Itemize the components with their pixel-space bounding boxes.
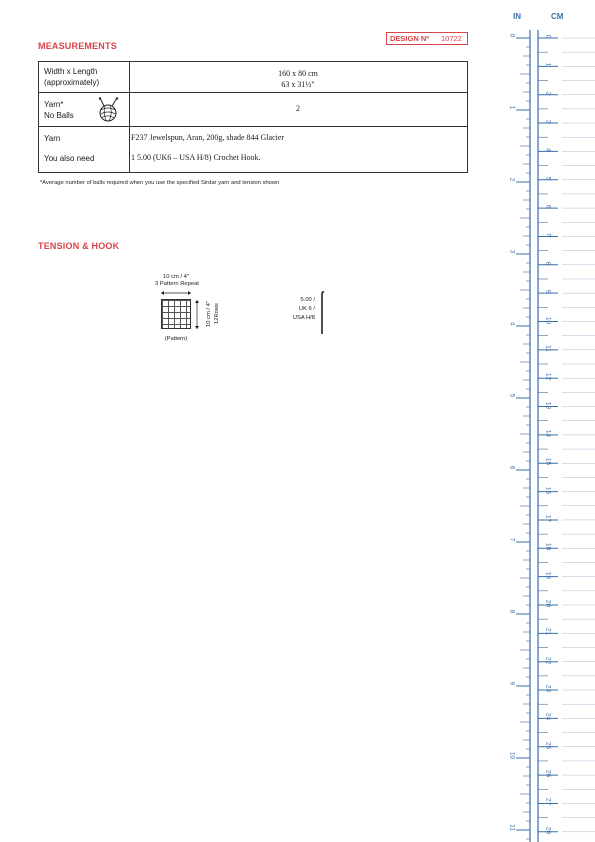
hook-info [283, 288, 333, 334]
inch-number: 4 [508, 321, 516, 326]
ruler-cm-label: CM [551, 12, 564, 21]
hook-size-3: USA H/8 [292, 315, 315, 321]
cm-number: 8 [544, 261, 552, 266]
hook-size-2: UK 6 / [298, 306, 315, 312]
need-value: 1 5.00 (UK6 – USA H/8) Crochet Hook. [131, 153, 261, 162]
inch-number: 6 [508, 465, 516, 470]
cm-number: 3 [544, 119, 552, 124]
measurements-heading: MEASUREMENTS [38, 41, 117, 51]
measurements-table [38, 61, 468, 173]
design-number: 10722 [441, 34, 462, 43]
cm-number: 18 [544, 543, 552, 551]
cm-number: 20 [544, 599, 552, 608]
size-label-1: Width x Length [44, 67, 98, 76]
size-value-cm: 160 x 80 cm [278, 69, 318, 78]
ruler-in-label: IN [513, 12, 521, 21]
cm-number: 2 [544, 91, 552, 95]
swatch-pattern-label: (Pattern) [164, 336, 188, 342]
hook-size-1: 5.00 / [300, 297, 315, 303]
yarn-ball-icon [97, 97, 121, 123]
cm-number: 13 [544, 401, 552, 409]
size-value-in: 63 x 31½" [281, 80, 315, 89]
balls-value: 2 [296, 104, 300, 113]
inch-number: 3 [508, 249, 516, 254]
size-label-2: (approximately) [44, 78, 100, 87]
crochet-hook-icon [319, 290, 325, 334]
design-label: DESIGN Nº [390, 34, 429, 43]
table-row-size [39, 62, 467, 93]
cm-number: 17 [544, 514, 552, 523]
cm-number: 15 [544, 458, 552, 466]
inch-number: 5 [508, 393, 516, 398]
inch-number: 1 [508, 105, 516, 110]
design-number-box [386, 32, 468, 45]
swatch-width-label: 10 cm / 4" [163, 274, 189, 280]
inch-number: 7 [508, 537, 516, 542]
yarn-value: F237 Jewelspun, Aran, 200g, shade 844 Glacier [131, 133, 285, 142]
inch-number: 11 [508, 824, 516, 831]
cm-number: 23 [544, 684, 552, 693]
cm-number: 21 [544, 628, 552, 636]
height-arrow-icon [194, 299, 200, 330]
cm-number: 19 [544, 571, 552, 579]
footnote: *Average number of balls required when you use the specified Sirdar yarn and tension shown [40, 180, 280, 186]
balls-label-2: No Balls [44, 111, 74, 120]
cm-number: 7 [544, 233, 552, 237]
cm-number: 14 [544, 429, 552, 437]
table-row-balls [39, 93, 467, 127]
cm-number: 25 [544, 741, 552, 749]
cm-number: 9 [544, 289, 552, 294]
cm-number: 10 [544, 316, 552, 324]
swatch-rows-label: 12Rows [214, 303, 220, 324]
inch-number: 0 [508, 33, 516, 38]
cm-number: 24 [544, 713, 552, 721]
cm-number: 11 [544, 344, 552, 352]
balls-label-1: Yarn* [44, 100, 64, 109]
cm-number: 12 [544, 373, 552, 381]
inch-number: 2 [508, 177, 516, 182]
cm-number: 28 [544, 826, 552, 834]
cm-number: 16 [544, 486, 552, 494]
cm-number: 0 [544, 34, 552, 39]
tension-heading: TENSION & HOOK [38, 241, 120, 251]
inch-number: 8 [508, 609, 516, 614]
cm-number: 6 [544, 204, 552, 209]
cm-number: 1 [544, 63, 552, 67]
cm-number: 5 [544, 176, 552, 181]
cm-number: 22 [544, 656, 552, 664]
swatch-height-label: 10 cm / 4" [206, 301, 212, 327]
inch-number: 10 [508, 751, 516, 760]
width-arrow-icon [160, 290, 192, 296]
table-row-yarn [39, 127, 467, 172]
swatch-repeat-label: 3 Pattern Repeat [155, 281, 199, 287]
cm-number: 27 [544, 798, 552, 806]
cm-number: 26 [544, 769, 552, 778]
need-label: You also need [44, 154, 95, 163]
cm-number: 4 [544, 148, 552, 152]
tension-swatch [150, 272, 240, 352]
inch-number: 9 [508, 681, 516, 686]
swatch-grid [161, 299, 191, 329]
yarn-label: Yarn [44, 134, 61, 143]
